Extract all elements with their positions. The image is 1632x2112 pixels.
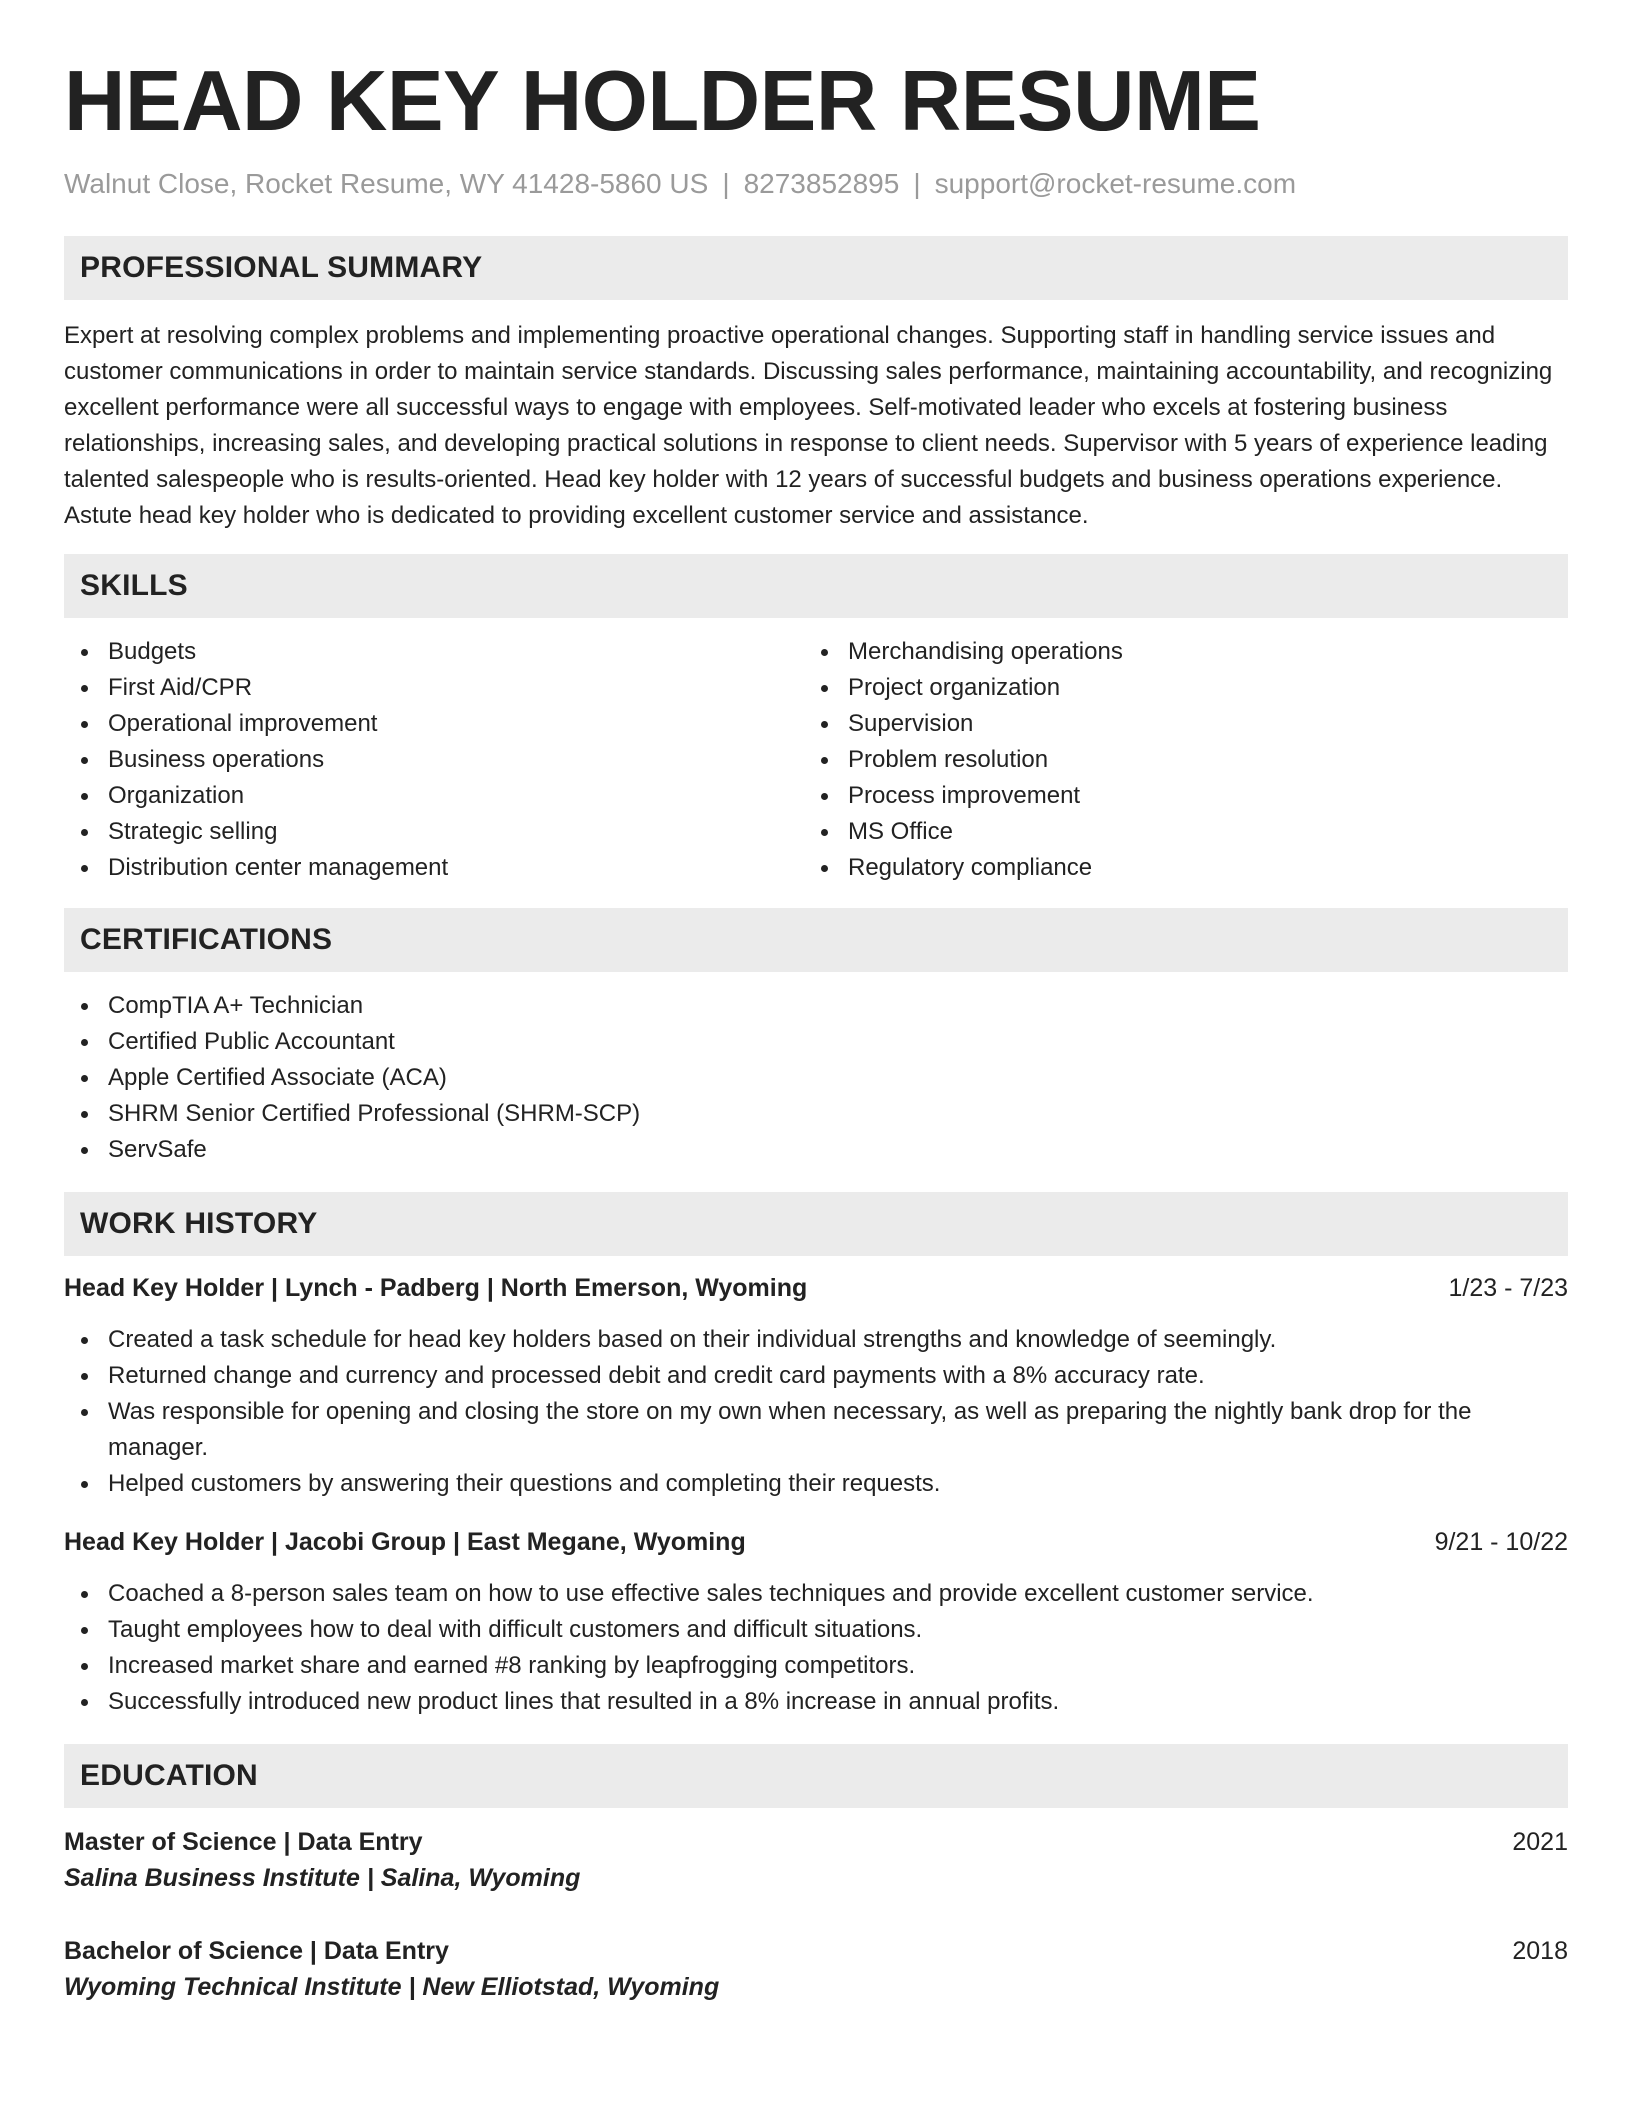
contact-separator: |: [722, 168, 730, 199]
job-bullet: Helped customers by answering their questions and completing their requests.: [64, 1466, 1568, 1502]
contact-separator: |: [913, 168, 921, 199]
job-title: Head Key Holder | Lynch - Padberg | North Emerson, Wyoming: [64, 1274, 808, 1302]
education-school: Wyoming Technical Institute | New Elliotstad, Wyoming: [64, 1973, 720, 2001]
skill-item: Supervision: [804, 706, 1544, 742]
skill-item: Organization: [64, 778, 804, 814]
contact-phone[interactable]: 8273852895: [743, 168, 900, 199]
job-header: [64, 1270, 1568, 1306]
contact-email[interactable]: support@rocket-resume.com: [934, 168, 1297, 199]
job-bullet: Coached a 8-person sales team on how to use effective sales techniques and provide excellent customer service.: [64, 1576, 1568, 1612]
skill-item: Process improvement: [804, 778, 1544, 814]
skills-grid: [64, 634, 1568, 886]
job-header: [64, 1524, 1568, 1560]
job-bullets: [64, 1576, 1568, 1720]
section-header-summary: PROFESSIONAL SUMMARY: [64, 236, 1568, 300]
skill-item: Regulatory compliance: [804, 850, 1544, 886]
job-bullet: Returned change and currency and processed debit and credit card payments with a 8% accuracy rate.: [64, 1358, 1568, 1394]
skill-item: Budgets: [64, 634, 804, 670]
section-header-skills: SKILLS: [64, 554, 1568, 618]
contact-address: Walnut Close, Rocket Resume, WY 41428-5860 US: [64, 168, 709, 199]
skill-item: Problem resolution: [804, 742, 1544, 778]
certification-item: CompTIA A+ Technician: [64, 988, 1568, 1024]
skill-item: Distribution center management: [64, 850, 804, 886]
skill-item: Business operations: [64, 742, 804, 778]
job-dates: 1/23 - 7/23: [1448, 1274, 1568, 1302]
certification-item: ServSafe: [64, 1132, 1568, 1168]
section-header-education: EDUCATION: [64, 1744, 1568, 1808]
skill-item: Strategic selling: [64, 814, 804, 850]
job-entry: [64, 1270, 1568, 1502]
education-header: [64, 1824, 1568, 1860]
job-dates: 9/21 - 10/22: [1434, 1528, 1568, 1556]
certifications-list: [64, 988, 1568, 1168]
skills-list-right: [804, 634, 1544, 886]
education-degree: Bachelor of Science | Data Entry: [64, 1937, 449, 1965]
skill-item: First Aid/CPR: [64, 670, 804, 706]
job-bullet: Was responsible for opening and closing the store on my own when necessary, as well as preparing the nightly bank drop for the manager.: [64, 1394, 1568, 1466]
certification-item: Certified Public Accountant: [64, 1024, 1568, 1060]
section-header-certifications: CERTIFICATIONS: [64, 908, 1568, 972]
job-title: Head Key Holder | Jacobi Group | East Megane, Wyoming: [64, 1528, 746, 1556]
job-bullet: Taught employees how to deal with difficult customers and difficult situations.: [64, 1612, 1568, 1648]
job-bullets: [64, 1322, 1568, 1502]
skill-item: Operational improvement: [64, 706, 804, 742]
education-degree: Master of Science | Data Entry: [64, 1828, 423, 1856]
job-bullet: Created a task schedule for head key holders based on their individual strengths and knowledge of seemingly.: [64, 1322, 1568, 1358]
job-entry: [64, 1524, 1568, 1720]
job-bullet: Increased market share and earned #8 ranking by leapfrogging competitors.: [64, 1648, 1568, 1684]
education-school: Salina Business Institute | Salina, Wyoming: [64, 1864, 581, 1892]
education-entry: [64, 1933, 1568, 2005]
education-header: [64, 1933, 1568, 1969]
education-year: 2018: [1512, 1937, 1568, 1965]
skill-item: MS Office: [804, 814, 1544, 850]
education-entry: [64, 1824, 1568, 1896]
section-header-work-history: WORK HISTORY: [64, 1192, 1568, 1256]
skill-item: Project organization: [804, 670, 1544, 706]
education-year: 2021: [1512, 1828, 1568, 1856]
certification-item: Apple Certified Associate (ACA): [64, 1060, 1568, 1096]
contact-line: [64, 166, 1568, 202]
skill-item: Merchandising operations: [804, 634, 1544, 670]
summary-text: Expert at resolving complex problems and implementing proactive operational changes. Supporting staff in handling service issues and customer communications in order to maintain service standards. Discussing sales performance, maintaining accountability, and recognizing excellent performance were all successful ways to engage with employees. Self-motivated leader who excels at fostering business relationships, increasing sales, and developing practical solutions in response to client needs. Supervisor with 5 years of experience leading talented salespeople who is results-oriented. Head key holder with 12 years of successful budgets and business operations experience. Astute head key holder who is dedicated to providing excellent customer service and assistance.: [64, 322, 1553, 529]
job-bullet: Successfully introduced new product lines that resulted in a 8% increase in annual profits.: [64, 1684, 1568, 1720]
resume-title: HEAD KEY HOLDER RESUME: [64, 54, 1261, 149]
skills-list-left: [64, 634, 804, 886]
certification-item: SHRM Senior Certified Professional (SHRM-SCP): [64, 1096, 1568, 1132]
